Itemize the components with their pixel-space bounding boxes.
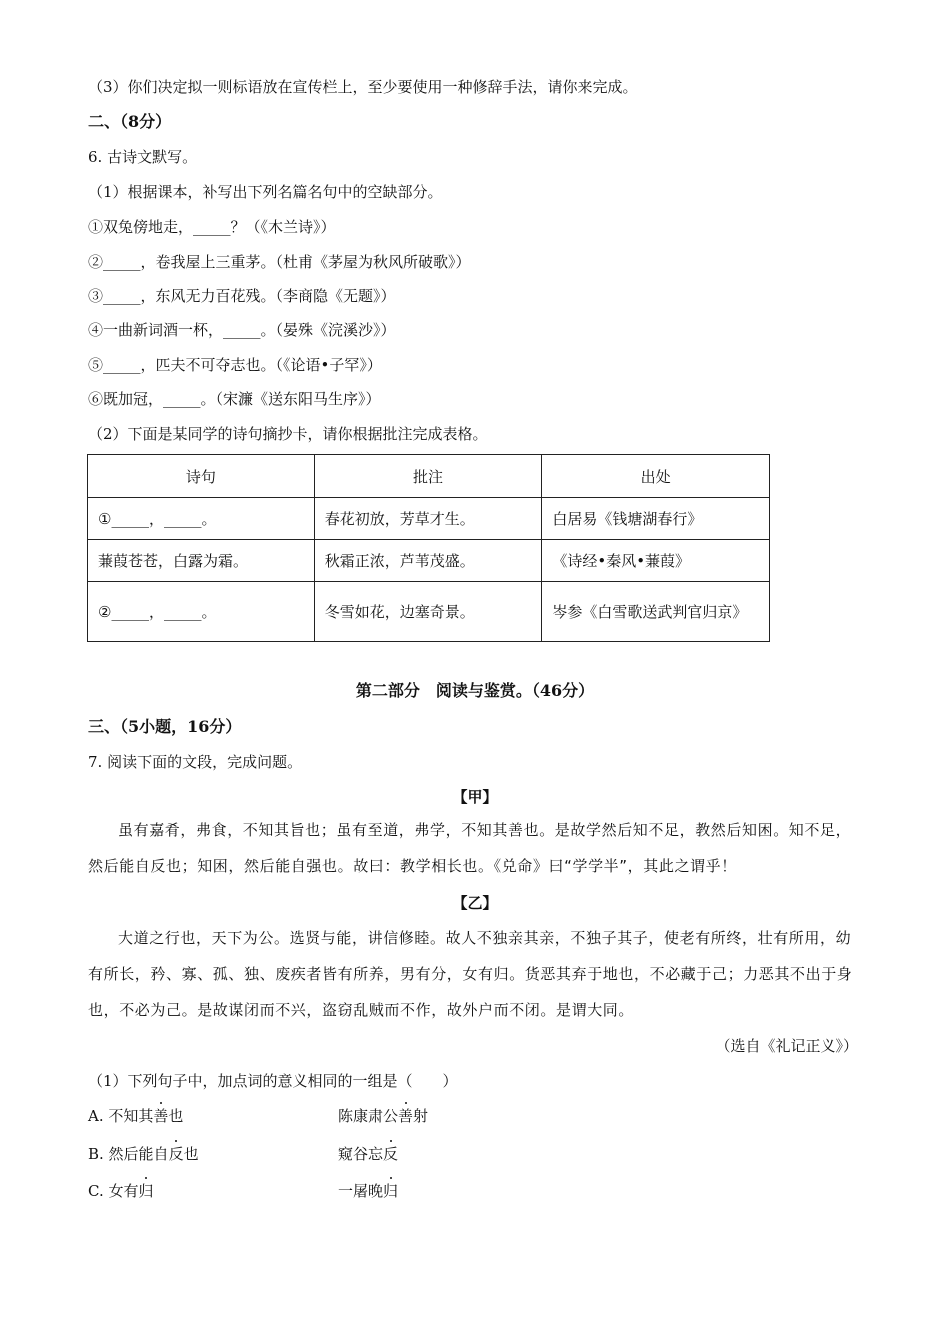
option-text: 窥谷忘 [338,1145,384,1163]
section-3-heading: 三、（5小题，16分） [88,717,242,736]
table-cell: ②_____，_____。 [88,582,315,642]
fill-item: ②_____，卷我屋上三重茅。（杜甫《茅屋为秋风所破歌》） [88,253,471,271]
fill-item: ④一曲新词酒一杯，_____。（晏殊《浣溪沙》） [88,321,396,339]
table-cell: 蒹葭苍苍，白露为霜。 [88,540,315,582]
table-cell: 岑参《白雪歌送武判官归京》 [542,582,770,642]
fill-item: ①双兔傍地走，_____？（《木兰诗》） [88,218,336,236]
question-6: 6. 古诗文默写。 [88,148,198,166]
table-row [88,582,770,642]
question-7-1: （1）下列句子中，加点词的意义相同的一组是（ ） [88,1072,458,1090]
table-header: 出处 [542,455,770,498]
option-b [88,1144,788,1164]
table-header: 诗句 [88,455,315,498]
fill-item: ⑤_____，匹夫不可夺志也。（《论语•子罕》） [88,356,382,374]
passage-yi: 大道之行也，天下为公。选贤与能，讲信修睦。故人不独亲其亲，不独子其子，使老有所终，壮有所用，幼有所长，矜、寡、孤、独、废疾者皆有所养，男有分，女有归。货恶其弃于地也，不必藏于己；力恶其不出于身也，不必为己。是故谋闭而不兴，盗窃乱贼而不作，故外户而不闭。是谓大同。 [88,929,853,1019]
fill-item: ③_____，东风无力百花残。（李商隐《无题》） [88,287,396,305]
dotted-word: 善 [153,1107,169,1125]
option-c-compare [338,1181,398,1201]
question-6-2: （2）下面是某同学的诗句摘抄卡，请你根据批注完成表格。 [88,425,488,443]
table-row [88,540,770,582]
table-header: 批注 [314,455,542,498]
table-header-row [88,455,770,498]
option-text: A. 不知其 [88,1107,154,1125]
option-text: 陈康肃公 [338,1107,399,1125]
option-text: 一屠晚 [338,1182,384,1200]
option-c [88,1181,788,1201]
excerpt-table [87,454,770,642]
passage-jia: 虽有嘉肴，弗食，不知其旨也；虽有至道，弗学，不知其善也。是故学然后知不足，教然后知困。知不足，然后能自反也；知困，然后能自强也。故曰：教学相长也。《兑命》曰“学学半”，其此之谓乎！ [88,821,852,875]
passage-yi-label: 【乙】 [452,894,498,912]
dotted-word: 善 [398,1107,414,1125]
table-cell: 春花初放，芳草才生。 [314,498,542,540]
passage-jia-label: 【甲】 [452,788,498,806]
option-text: 也 [183,1145,199,1163]
table-cell: 《诗经•秦风•蒹葭》 [542,540,770,582]
option-text: B. 然后能自 [88,1145,169,1163]
dotted-word: 反 [168,1145,184,1163]
question-5-3: （3）你们决定拟一则标语放在宣传栏上，至少要使用一种修辞手法，请你来完成。 [88,78,638,96]
option-b-compare [338,1144,398,1164]
question-7: 7. 阅读下面的文段，完成问题。 [88,753,303,771]
section-2-heading: 二、（8分） [88,112,172,131]
dotted-word: 归 [138,1182,154,1200]
question-6-1: （1）根据课本，补写出下列名篇名句中的空缺部分。 [88,183,443,201]
dotted-word: 归 [383,1182,399,1200]
passage-source: （选自《礼记正义》） [715,1037,858,1055]
table-cell: 冬雪如花，边塞奇景。 [314,582,542,642]
part-2-title: 第二部分 阅读与鉴赏。（46分） [355,681,595,700]
option-a-compare [338,1106,428,1126]
table-row [88,498,770,540]
table-cell: 秋霜正浓，芦苇茂盛。 [314,540,542,582]
option-a [88,1106,788,1126]
option-text: C. 女有 [88,1182,139,1200]
option-text: 射 [413,1107,429,1125]
option-text: 也 [168,1107,184,1125]
table-cell: ①_____，_____。 [88,498,315,540]
fill-item: ⑥既加冠，_____。（宋濂《送东阳马生序》） [88,390,381,408]
table-cell: 白居易《钱塘湖春行》 [542,498,770,540]
dotted-word: 反 [383,1145,399,1163]
